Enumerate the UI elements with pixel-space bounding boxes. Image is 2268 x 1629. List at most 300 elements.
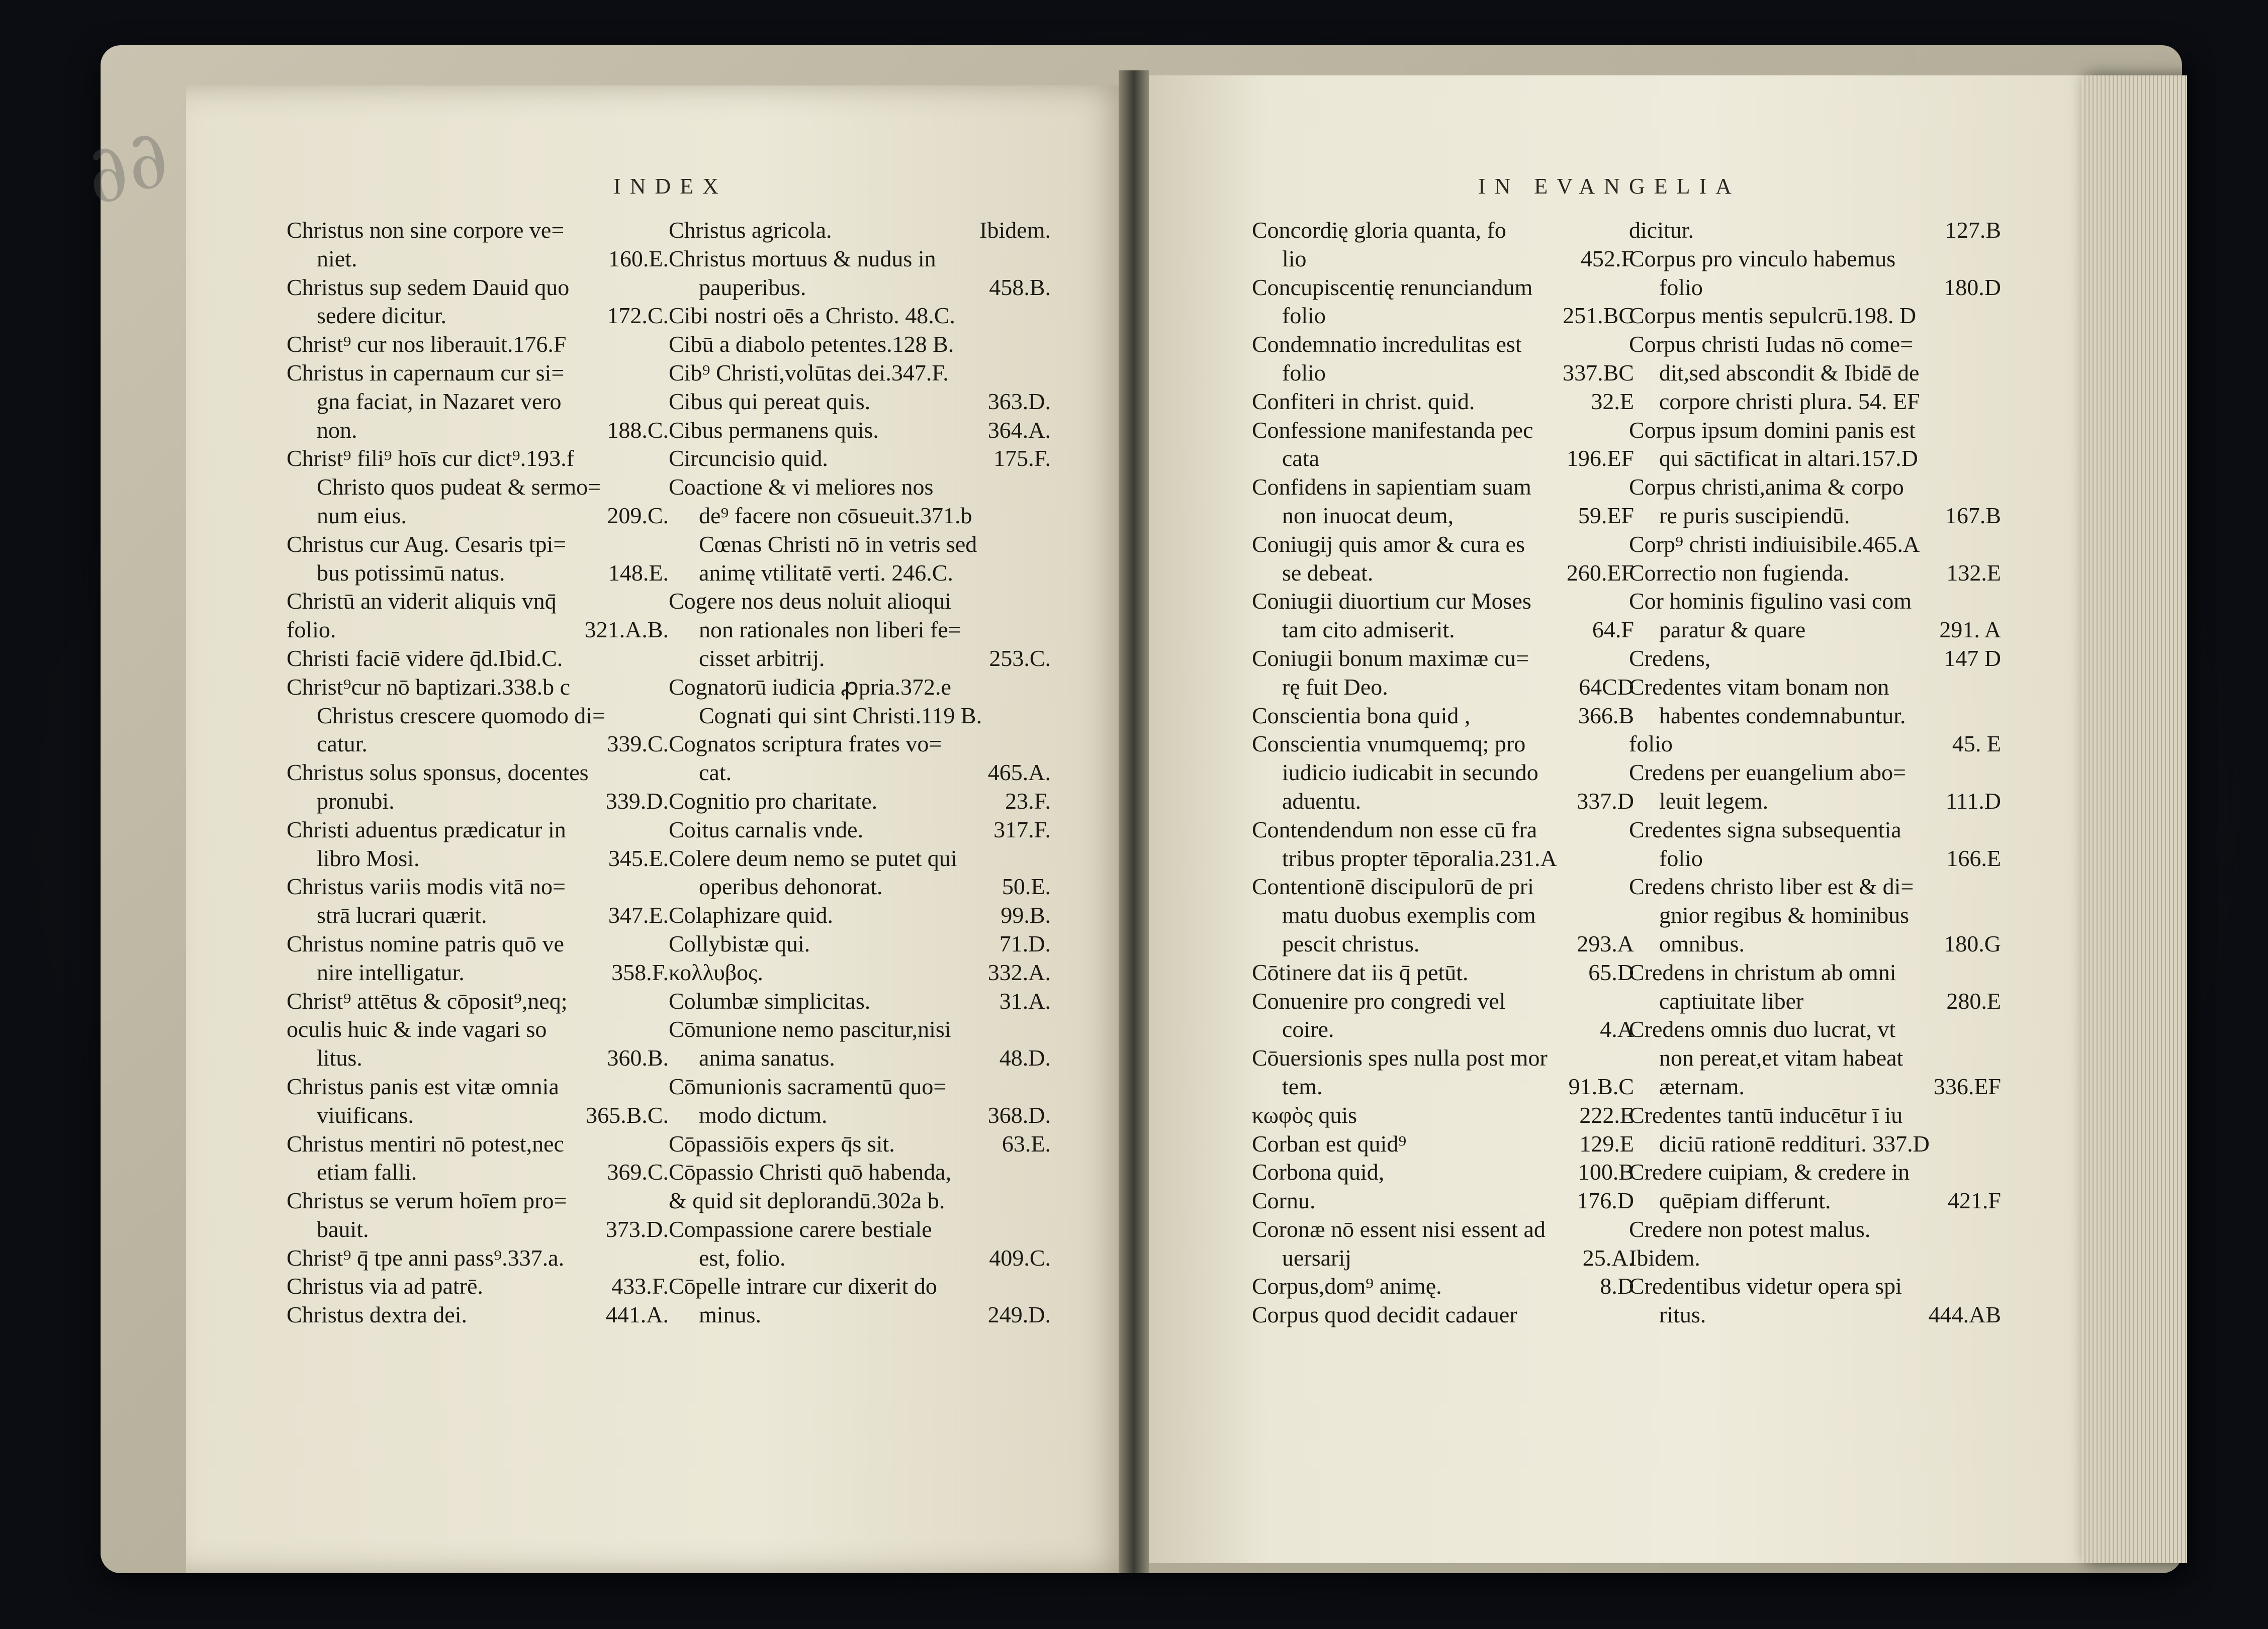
index-line xyxy=(1252,330,1634,359)
index-line xyxy=(1629,216,2001,245)
index-entry-text: non. xyxy=(317,417,357,443)
index-entry-text: Colere deum nemo se putet qui xyxy=(669,845,957,871)
index-entry-text: Collybistæ qui. xyxy=(669,930,810,956)
index-line xyxy=(1252,1158,1634,1187)
index-entry-text: niet. xyxy=(317,245,357,271)
index-entry-text: uersarij xyxy=(1282,1244,1351,1271)
index-line xyxy=(669,1158,1051,1187)
index-entry-text: libro Mosi. xyxy=(317,845,420,871)
index-line xyxy=(1252,616,1634,644)
index-entry-ref: 99.B. xyxy=(1001,902,1051,928)
index-entry-ref: 8.D xyxy=(1600,1273,1634,1299)
index-line xyxy=(669,1301,1051,1329)
index-entry-ref: 337.D xyxy=(1577,788,1634,814)
index-entry-text: Christus agricola. xyxy=(669,217,832,243)
index-column-4 xyxy=(1629,216,2001,1329)
index-line xyxy=(1252,502,1634,530)
index-entry-text: Christi faciē videre q̄d.Ibid.C. xyxy=(287,645,563,671)
index-line xyxy=(669,702,1051,730)
index-line xyxy=(287,616,669,644)
index-entry-ref: 280.E xyxy=(1946,988,2001,1014)
index-line xyxy=(287,673,669,702)
index-entry-text: iudicio iudicabit in secundo xyxy=(1282,759,1538,786)
index-entry-text: num eius. xyxy=(317,502,407,528)
index-line xyxy=(669,1215,1051,1244)
index-line xyxy=(1252,987,1634,1016)
index-entry-ref: 253.C. xyxy=(989,645,1051,671)
index-line xyxy=(1629,844,2001,873)
index-entry-text: non pereat,et vitam habeat xyxy=(1659,1045,1903,1071)
index-entry-text: Credens omnis duo lucrat, vt xyxy=(1629,1016,1896,1042)
index-line xyxy=(1252,816,1634,844)
index-entry-text: Cogere nos deus noluit alioqui xyxy=(669,588,952,614)
index-entry-text: Cōpassio Christi quō habenda, xyxy=(669,1159,952,1185)
index-entry-ref: 321.A.B. xyxy=(584,617,669,643)
index-line xyxy=(1252,1244,1634,1273)
index-entry-text: oculis huic & inde vagari so xyxy=(287,1016,547,1042)
index-entry-text: Christus se verum hoīem pro= xyxy=(287,1188,567,1214)
index-entry-text: Contendendum non esse cū fra xyxy=(1252,816,1537,842)
index-entry-ref: 63.E. xyxy=(1002,1130,1051,1157)
index-entry-text: κολλυβος. xyxy=(669,959,763,985)
index-line xyxy=(1629,1130,2001,1159)
index-entry-ref: 369.C. xyxy=(607,1159,669,1185)
index-line xyxy=(1629,673,2001,702)
index-entry-text: Cognati qui sint Christi.119 B. xyxy=(699,702,982,728)
index-entry-text: Cibi nostri oēs a Christo. 48.C. xyxy=(669,303,955,329)
index-entry-text: leuit legem. xyxy=(1659,788,1769,814)
index-entry-text: Concupiscentię renunciandum xyxy=(1252,274,1533,300)
index-column-2 xyxy=(669,216,1051,1329)
index-entry-ref: 364.A. xyxy=(987,417,1051,443)
index-entry-ref: 339.C. xyxy=(607,731,669,757)
index-entry-text: corpore christi plura. 54. EF xyxy=(1659,388,1920,414)
index-line xyxy=(669,302,1051,330)
index-line xyxy=(669,987,1051,1016)
index-entry-ref: 176.D xyxy=(1577,1188,1634,1214)
index-entry-text: κωφὸς quis xyxy=(1252,1102,1357,1128)
index-entry-ref: 441.A. xyxy=(605,1302,669,1328)
index-entry-ref: 31.A. xyxy=(999,988,1051,1014)
index-entry-text: Christus non sine corpore ve= xyxy=(287,217,565,243)
index-line xyxy=(1629,444,2001,473)
index-entry-ref: 111.D xyxy=(1945,788,2001,814)
index-entry-text: Credens, xyxy=(1629,645,1711,671)
index-entry-ref: 64.F xyxy=(1592,617,1634,643)
index-line xyxy=(669,559,1051,588)
index-line xyxy=(669,245,1051,273)
index-entry-text: aduentu. xyxy=(1282,788,1362,814)
index-entry-ref: 444.AB xyxy=(1928,1302,2001,1328)
index-entry-text: Confessione manifestanda pec xyxy=(1252,417,1533,443)
index-entry-ref: 129.E xyxy=(1579,1130,1634,1157)
index-line xyxy=(287,730,669,758)
index-entry-ref: 180.G xyxy=(1944,930,2001,956)
index-line xyxy=(287,787,669,816)
index-entry-text: bus potissimū natus. xyxy=(317,559,505,586)
index-entry-ref: 339.D. xyxy=(605,788,669,814)
index-entry-ref: Ibidem. xyxy=(979,217,1051,243)
index-entry-ref: 172.C. xyxy=(607,303,669,329)
book-gutter xyxy=(1119,70,1149,1573)
index-line xyxy=(1629,1187,2001,1215)
index-entry-text: re puris suscipiendū. xyxy=(1659,502,1850,528)
index-entry-text: pauperibus. xyxy=(699,274,806,300)
index-entry-text: Corpus christi Iudas nō come= xyxy=(1629,331,1914,357)
index-line xyxy=(1252,644,1634,673)
index-entry-text: Cōtinere dat iis q̄ petūt. xyxy=(1252,959,1469,985)
index-entry-text: Christ⁹ cur nos liberauit.176.F xyxy=(287,331,567,357)
index-entry-text: matu duobus exemplis com xyxy=(1282,902,1536,928)
index-line xyxy=(1629,1015,2001,1044)
index-entry-ref: 4.A xyxy=(1600,1016,1634,1042)
index-line xyxy=(669,644,1051,673)
index-entry-text: cat. xyxy=(699,759,732,786)
index-entry-text: Concordię gloria quanta, fo xyxy=(1252,217,1506,243)
index-entry-text: Cibus permanens quis. xyxy=(669,417,879,443)
index-entry-text: Credens per euangelium abo= xyxy=(1629,759,1906,786)
index-line xyxy=(1629,1158,2001,1187)
index-line xyxy=(1629,416,2001,445)
index-entry-text: tem. xyxy=(1282,1073,1323,1099)
index-entry-text: Christus in capernaum cur si= xyxy=(287,359,565,386)
index-line xyxy=(669,1044,1051,1073)
index-line xyxy=(1252,873,1634,901)
index-entry-text: Christū an viderit aliquis vnq̄ xyxy=(287,588,557,614)
index-entry-text: Corban est quid⁹ xyxy=(1252,1130,1407,1157)
index-entry-ref: 291. A xyxy=(1939,617,2001,643)
index-entry-ref: 317.F. xyxy=(993,816,1051,842)
index-line xyxy=(287,416,669,445)
index-entry-ref: 366.B xyxy=(1578,702,1634,728)
index-entry-text: Credens in christum ab omni xyxy=(1629,959,1896,985)
index-line xyxy=(287,959,669,987)
index-line xyxy=(287,530,669,559)
index-line xyxy=(1252,273,1634,302)
index-entry-text: strā lucrari quærit. xyxy=(317,902,487,928)
index-entry-text: folio xyxy=(1659,845,1703,871)
index-entry-text: omnibus. xyxy=(1659,930,1745,956)
index-entry-ref: 188.C. xyxy=(607,417,669,443)
index-entry-text: Corpus,dom⁹ animę. xyxy=(1252,1273,1442,1299)
index-line xyxy=(1252,559,1634,588)
index-entry-text: Compassione carere bestiale xyxy=(669,1216,932,1242)
index-line xyxy=(1629,873,2001,901)
index-entry-text: Confidens in sapientiam suam xyxy=(1252,474,1531,500)
index-entry-text: operibus dehonorat. xyxy=(699,874,883,900)
index-entry-text: Credentes tantū inducētur ī iu xyxy=(1629,1102,1903,1128)
index-entry-ref: 251.BC xyxy=(1563,303,1634,329)
index-entry-text: Cognatos scriptura frates vo= xyxy=(669,731,942,757)
index-line xyxy=(1629,1272,2001,1301)
index-entry-text: Cōuersionis spes nulla post mor xyxy=(1252,1045,1548,1071)
index-line xyxy=(287,1044,669,1073)
index-entry-text: Coactione & vi meliores nos xyxy=(669,474,934,500)
index-entry-ref: 166.E xyxy=(1946,845,2001,871)
index-entry-text: cata xyxy=(1282,445,1320,471)
index-line xyxy=(669,901,1051,930)
index-line xyxy=(1629,1044,2001,1073)
index-entry-text: Coniugii diuortium cur Moses xyxy=(1252,588,1531,614)
index-entry-text: Columbæ simplicitas. xyxy=(669,988,871,1014)
index-entry-text: Corbona quid, xyxy=(1252,1159,1385,1185)
index-entry-ref: 336.EF xyxy=(1933,1073,2001,1099)
index-line xyxy=(1629,787,2001,816)
index-line xyxy=(1629,273,2001,302)
index-entry-text: catur. xyxy=(317,731,368,757)
index-entry-ref: 293.A xyxy=(1577,930,1634,956)
index-line xyxy=(1252,1130,1634,1159)
index-line xyxy=(669,616,1051,644)
index-line xyxy=(287,330,669,359)
index-entry-text: Cor hominis figulino vasi com xyxy=(1629,588,1912,614)
index-line xyxy=(1252,959,1634,987)
index-entry-ref: 167.B xyxy=(1945,502,2001,528)
index-entry-text: Credens christo liber est & di= xyxy=(1629,874,1914,900)
index-entry-text: Corpus pro vinculo habemus xyxy=(1629,245,1896,271)
index-entry-text: Christus dextra dei. xyxy=(287,1302,467,1328)
index-line xyxy=(1629,245,2001,273)
index-entry-text: Credentes vitam bonam non xyxy=(1629,674,1889,700)
index-entry-text: Christus sup sedem Dauid quo xyxy=(287,274,570,300)
index-entry-text: Contentionē discipulorū de pri xyxy=(1252,874,1534,900)
index-entry-text: Coniugii bonum maximæ cu= xyxy=(1252,645,1529,671)
index-entry-text: Coitus carnalis vnde. xyxy=(669,816,864,842)
index-line xyxy=(287,1101,669,1130)
index-line xyxy=(1629,473,2001,502)
index-entry-ref: 249.D. xyxy=(987,1302,1051,1328)
index-entry-ref: 368.D. xyxy=(987,1102,1051,1128)
index-line xyxy=(1629,302,2001,330)
index-entry-text: lio xyxy=(1282,245,1307,271)
index-line xyxy=(287,473,669,502)
index-entry-ref: 452.F xyxy=(1580,245,1634,271)
index-entry-text: Christus crescere quomodo di= xyxy=(317,702,605,728)
index-entry-text: bauit. xyxy=(317,1216,369,1242)
index-entry-text: Colaphizare quid. xyxy=(669,902,834,928)
index-line xyxy=(1252,901,1634,930)
index-line xyxy=(287,359,669,388)
index-entry-text: Christ⁹ fili⁹ hoīs cur dict⁹.193.f xyxy=(287,445,574,471)
page-edges xyxy=(2081,75,2187,1563)
index-line xyxy=(1629,644,2001,673)
index-entry-text: se debeat. xyxy=(1282,559,1374,586)
index-entry-ref: 358.F. xyxy=(611,959,669,985)
index-line xyxy=(287,1215,669,1244)
index-line xyxy=(1252,444,1634,473)
index-entry-ref: 127.B xyxy=(1945,217,2001,243)
index-line xyxy=(1252,844,1634,873)
index-entry-text: Cornu. xyxy=(1252,1188,1316,1214)
index-entry-text: folio. xyxy=(287,617,336,643)
index-entry-text: Christ⁹ q̄ tpe anni pass⁹.337.a. xyxy=(287,1244,565,1271)
index-entry-text: captiuitate liber xyxy=(1659,988,1804,1014)
index-entry-ref: 50.E. xyxy=(1002,874,1051,900)
index-line xyxy=(1252,930,1634,959)
index-line xyxy=(1252,587,1634,616)
index-entry-text: coire. xyxy=(1282,1016,1334,1042)
index-entry-text: Credere non potest malus. xyxy=(1629,1216,1871,1242)
index-line xyxy=(669,730,1051,758)
index-entry-text: Cōmunionis sacramentū quo= xyxy=(669,1073,947,1099)
index-entry-ref: 48.D. xyxy=(999,1045,1051,1071)
index-line xyxy=(1252,530,1634,559)
index-entry-text: Cognatorū iudicia ꝓpria.372.e xyxy=(669,674,951,700)
index-line xyxy=(287,1187,669,1215)
index-line xyxy=(1629,930,2001,959)
index-entry-text: Cibus qui pereat quis. xyxy=(669,388,871,414)
index-entry-text: Confiteri in christ. quid. xyxy=(1252,388,1475,414)
index-line xyxy=(1629,359,2001,388)
index-entry-ref: 360.B. xyxy=(607,1045,669,1071)
index-line xyxy=(287,1301,669,1329)
index-line xyxy=(1252,1044,1634,1073)
index-entry-text: Cib⁹ Christi,volūtas dei.347.F. xyxy=(669,359,949,386)
index-entry-text: Christus mentiri nō potest,nec xyxy=(287,1130,564,1157)
index-line xyxy=(669,273,1051,302)
index-line xyxy=(1629,1101,2001,1130)
index-entry-text: folio xyxy=(1282,303,1326,329)
index-entry-ref: 147 D xyxy=(1944,645,2001,671)
index-entry-text: Credentes signa subsequentia xyxy=(1629,816,1901,842)
index-entry-text: æternam. xyxy=(1659,1073,1745,1099)
index-line xyxy=(287,245,669,273)
index-entry-text: nire intelligatur. xyxy=(317,959,465,985)
index-entry-ref: 409.C. xyxy=(989,1244,1051,1271)
index-entry-text: tribus propter tēporalia.231.A xyxy=(1282,845,1557,871)
index-line xyxy=(669,1073,1051,1101)
index-line xyxy=(669,388,1051,416)
index-entry-text: non inuocat deum, xyxy=(1282,502,1454,528)
index-entry-ref: 180.D xyxy=(1944,274,2001,300)
index-line xyxy=(1629,1301,2001,1329)
index-entry-ref: 25.A. xyxy=(1582,1244,1634,1271)
index-entry-ref: 64CD xyxy=(1579,674,1634,700)
index-entry-text: Credere cuipiam, & credere in xyxy=(1629,1159,1910,1185)
index-entry-ref: 45. E xyxy=(1952,731,2001,757)
index-line xyxy=(669,1130,1051,1159)
index-line xyxy=(669,1187,1051,1215)
index-entry-text: Christo quos pudeat & sermo= xyxy=(317,474,601,500)
index-column-3 xyxy=(1252,216,1634,1329)
running-head-right: IN EVANGELIA xyxy=(1478,174,1741,199)
index-entry-text: rę fuit Deo. xyxy=(1282,674,1388,700)
index-entry-text: Christus mortuus & nudus in xyxy=(669,245,936,271)
index-entry-ref: 148.E. xyxy=(608,559,669,586)
index-entry-text: & quid sit deplorandū.302a b. xyxy=(669,1188,945,1214)
index-line xyxy=(1252,1073,1634,1101)
index-line xyxy=(1252,787,1634,816)
index-line xyxy=(1252,1301,1634,1329)
index-entry-ref: 260.EF xyxy=(1566,559,1634,586)
index-line xyxy=(1629,502,2001,530)
index-entry-text: Cōpelle intrare cur dixerit do xyxy=(669,1273,937,1299)
index-line xyxy=(1252,730,1634,758)
index-entry-ref: 100.B xyxy=(1578,1159,1634,1185)
index-line xyxy=(669,844,1051,873)
index-line xyxy=(669,673,1051,702)
index-line xyxy=(1252,302,1634,330)
index-line xyxy=(287,758,669,787)
index-line xyxy=(1252,1215,1634,1244)
index-line xyxy=(669,416,1051,445)
index-entry-ref: 160.E. xyxy=(608,245,669,271)
index-entry-ref: 175.F. xyxy=(993,445,1051,471)
index-line xyxy=(1629,901,2001,930)
index-line xyxy=(669,473,1051,502)
index-line xyxy=(287,1073,669,1101)
index-entry-text: tam cito admiserit. xyxy=(1282,617,1455,643)
index-entry-ref: 91.B.C xyxy=(1568,1073,1634,1099)
index-line xyxy=(1629,388,2001,416)
index-entry-text: folio xyxy=(1629,731,1673,757)
index-line xyxy=(287,1015,669,1044)
index-line xyxy=(287,930,669,959)
index-entry-text: Correctio non fugienda. xyxy=(1629,559,1850,586)
index-line xyxy=(669,930,1051,959)
index-line xyxy=(669,502,1051,530)
index-entry-text: pronubi. xyxy=(317,788,395,814)
index-entry-text: cisset arbitrij. xyxy=(699,645,825,671)
index-line xyxy=(669,587,1051,616)
index-entry-text: Corpus quod decidit cadauer xyxy=(1252,1302,1517,1328)
index-line xyxy=(669,787,1051,816)
index-entry-text: Cœnas Christi nō in vetris sed xyxy=(699,531,977,557)
index-entry-ref: 337.BC xyxy=(1563,359,1634,386)
index-line xyxy=(287,302,669,330)
index-entry-text: diciū rationē reddituri. 337.D xyxy=(1659,1130,1930,1157)
index-line xyxy=(1629,987,2001,1016)
index-entry-text: anima sanatus. xyxy=(699,1045,835,1071)
index-entry-text: Christus panis est vitæ omnia xyxy=(287,1073,559,1099)
index-entry-text: animę vtilitatē verti. 246.C. xyxy=(699,559,953,586)
index-entry-text: Cōpassiōis expers q̄s sit. xyxy=(669,1130,895,1157)
index-entry-text: gnior regibus & hominibus xyxy=(1659,902,1910,928)
index-line xyxy=(669,444,1051,473)
index-line xyxy=(669,530,1051,559)
index-line xyxy=(287,1130,669,1159)
index-line xyxy=(1252,388,1634,416)
index-line xyxy=(287,502,669,530)
index-entry-ref: 465.A. xyxy=(987,759,1051,786)
index-entry-text: Corpus ipsum domini panis est xyxy=(1629,417,1916,443)
index-line xyxy=(287,901,669,930)
index-entry-text: dicitur. xyxy=(1629,217,1694,243)
index-line xyxy=(287,273,669,302)
index-line xyxy=(1629,559,2001,588)
index-entry-text: sedere dicitur. xyxy=(317,303,447,329)
index-line xyxy=(1252,1101,1634,1130)
index-entry-text: Corpus mentis sepulcrū.198. D xyxy=(1629,303,1917,329)
index-line xyxy=(1252,1015,1634,1044)
index-entry-text: Conscientia bona quid , xyxy=(1252,702,1471,728)
index-line xyxy=(287,1158,669,1187)
index-entry-text: Christus cur Aug. Cesaris tpi= xyxy=(287,531,567,557)
index-entry-text: etiam falli. xyxy=(317,1159,417,1185)
index-line xyxy=(287,644,669,673)
index-entry-ref: 196.EF xyxy=(1566,445,1634,471)
index-line xyxy=(1629,730,2001,758)
index-entry-text: pescit christus. xyxy=(1282,930,1420,956)
index-line xyxy=(1252,216,1634,245)
index-line xyxy=(669,1101,1051,1130)
index-entry-ref: 222.E xyxy=(1579,1102,1634,1128)
index-entry-ref: 132.E xyxy=(1946,559,2001,586)
index-line xyxy=(287,987,669,1016)
index-entry-text: ritus. xyxy=(1659,1302,1706,1328)
index-entry-text: habentes condemnabuntur. xyxy=(1659,702,1906,728)
index-line xyxy=(1629,959,2001,987)
